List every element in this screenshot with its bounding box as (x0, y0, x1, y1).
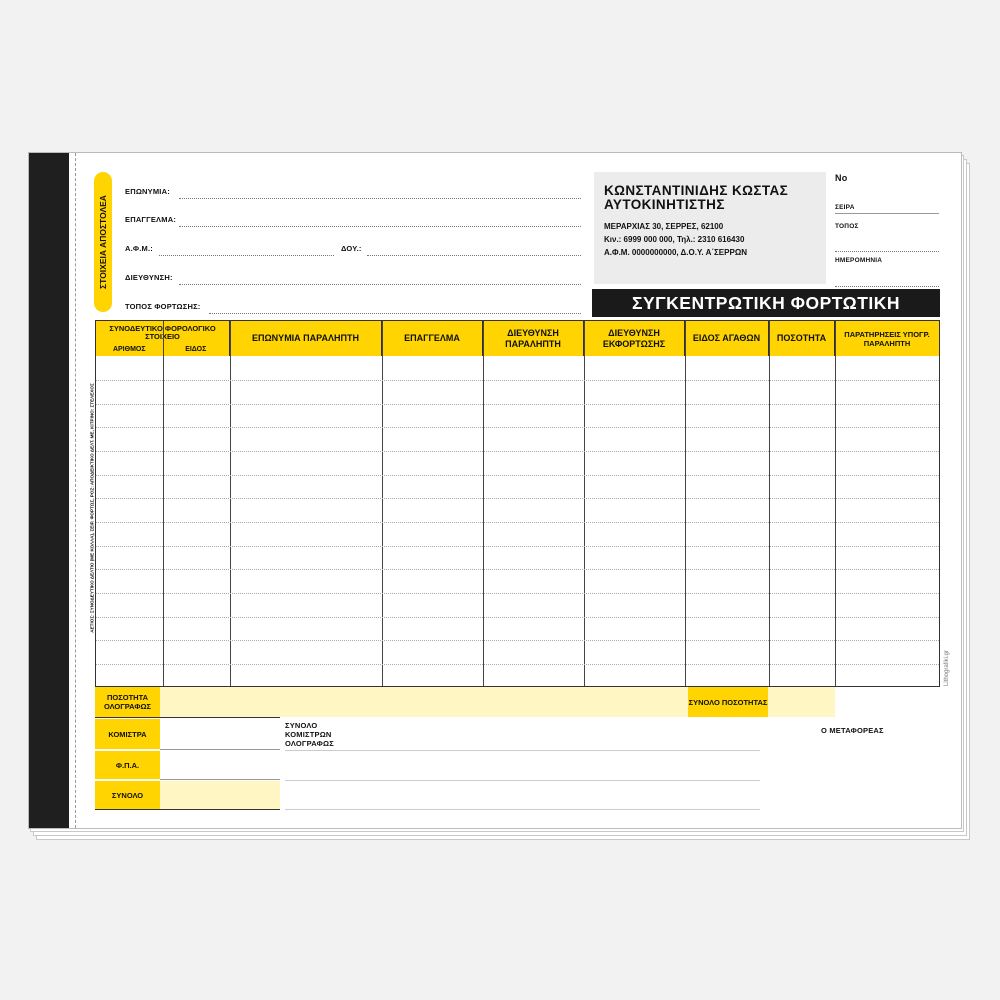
table-row[interactable] (96, 498, 939, 499)
table-row[interactable] (96, 640, 939, 641)
recipient-address-header: ΔΙΕΥΘΥΝΣΗ ΠΑΡΑΛΗΠΤΗ (483, 321, 584, 356)
table-row[interactable] (96, 569, 939, 570)
table-row[interactable] (96, 546, 939, 547)
table-row[interactable] (96, 427, 939, 428)
sender-profession-label: ΕΠΑΓΓΕΛΜΑ: (125, 215, 177, 224)
company-tax-id: Α.Φ.Μ. 0000000000, Δ.Ο.Υ. Α΄ΣΕΡΡΩΝ (604, 248, 748, 257)
fiscal-doc-type-header: ΕΙΔΟΣ (185, 345, 207, 353)
table-row[interactable] (96, 380, 939, 381)
date-label: ΗΜΕΡΟΜΗΝΙΑ (835, 257, 883, 264)
table-row[interactable] (96, 593, 939, 594)
fare-in-words-field[interactable] (285, 750, 760, 751)
fare-in-words-label: ΣΥΝΟΛΟ ΚΟΜΙΣΤΡΩΝ ΟΛΟΓΡΑΦΩΣ (285, 721, 334, 748)
perforation-line (75, 153, 76, 828)
document-title: ΣΥΓΚΕΝΤΡΩΤΙΚΗ ΦΟΡΤΩΤΙΚΗ (592, 289, 940, 317)
company-name: ΚΩΝΣΤΑΝΤΙΝΙΔΗΣ ΚΩΣΤΑΣ (604, 183, 789, 198)
copy-legend: ΑΕΤΙΟΣ: ΣΥΝΟΔΕΥΤΙΚΟ ΔΕΛΤΙΟ (ΜΕ ΚΟΛΛΑ), ΣΕΙΡ. ΦΟΡΤΩΣ, ΡΟΖ: ΑΠΟΔΕΙΚΤΙΚΟ ΔΕΛΤ. ΜΕ, ΚΙΤΡΙΝΟ: ΣΤΕΛΕΧΟΣ (89, 383, 95, 633)
quantity-in-words-label: ΠΟΣΟΤΗΤΑ ΟΛΟΓΡΑΦΩΣ (95, 687, 160, 717)
vat-field[interactable] (160, 779, 280, 780)
binding-strip (29, 153, 69, 828)
sender-doy-label: ΔΟΥ.: (341, 244, 362, 253)
sender-afm-field[interactable] (159, 255, 334, 256)
company-info-box (594, 172, 826, 284)
notes-header: ΠΑΡΑΤΗΡΗΣΕΙΣ ΥΠΟΓΡ. ΠΑΡΑΛΗΠΤΗ (835, 321, 939, 356)
profession-header: ΕΠΑΓΓΕΛΜΑ (382, 321, 483, 356)
table-row[interactable] (96, 404, 939, 405)
total-quantity-label: ΣΥΝΟΛΟ ΠΟΣΟΤΗΤΑΣ (688, 687, 768, 717)
fare-field[interactable] (160, 749, 280, 750)
table-row[interactable] (96, 451, 939, 452)
sender-address-label: ΔΙΕΥΘΥΝΣΗ: (125, 273, 173, 282)
sender-section-tab: ΣΤΟΙΧΕΙΑ ΑΠΟΣΤΟΛΕΑ (94, 172, 112, 312)
quantity-in-words-field[interactable] (160, 687, 688, 717)
table-row[interactable] (96, 475, 939, 476)
fiscal-doc-number-header: ΑΡΙΘΜΟΣ (112, 345, 146, 353)
total-field[interactable] (160, 781, 280, 809)
company-address: ΜΕΡΑΡΧΙΑΣ 30, ΣΕΡΡΕΣ, 62100 (604, 222, 724, 231)
vat-label: Φ.Π.Α. (95, 751, 160, 779)
quantity-header: ΠΟΣΟΤΗΤΑ (769, 321, 835, 356)
fare-label: ΚΟΜΙΣΤΡΑ (95, 719, 160, 749)
carrier-signature-label: Ο ΜΕΤΑΦΟΡΕΑΣ (821, 726, 884, 735)
recipient-name-header: ΕΠΩΝΥΜΙΑ ΠΑΡΑΛΗΠΤΗ (230, 321, 382, 356)
place-field[interactable] (835, 251, 939, 252)
sender-name-label: ΕΠΩΝΥΜΙΑ: (125, 187, 170, 196)
sender-profession-field[interactable] (179, 226, 581, 227)
goods-type-header: ΕΙΔΟΣ ΑΓΑΘΩΝ (685, 321, 769, 356)
total-label: ΣΥΝΟΛΟ (95, 781, 160, 809)
table-row[interactable] (96, 522, 939, 523)
total-quantity-field[interactable] (768, 687, 835, 717)
loading-place-label: ΤΟΠΟΣ ΦΟΡΤΩΣΗΣ: (125, 302, 201, 311)
unloading-address-header: ΔΙΕΥΘΥΝΣΗ ΕΚΦΟΡΤΩΣΗΣ (584, 321, 685, 356)
series-field[interactable] (835, 213, 939, 214)
company-profession: ΑΥΤΟΚΙΝΗΤΙΣΤΗΣ (604, 197, 725, 212)
place-label: ΤΟΠΟΣ (835, 223, 859, 230)
sender-address-field[interactable] (179, 284, 581, 285)
printer-credit: Lithografiki.gr (944, 649, 950, 687)
invoice-sheet (28, 152, 962, 829)
number-label: Νο (835, 173, 848, 183)
table-row[interactable] (96, 617, 939, 618)
loading-place-field[interactable] (209, 313, 581, 314)
date-field[interactable] (835, 286, 939, 287)
shipment-table (95, 320, 940, 687)
series-label: ΣΕΙΡΑ (835, 204, 855, 211)
sender-name-field[interactable] (179, 198, 581, 199)
sender-doy-field[interactable] (367, 255, 581, 256)
table-row[interactable] (96, 664, 939, 665)
sender-afm-label: Α.Φ.Μ.: (125, 244, 153, 253)
company-phones: Κιν.: 6999 000 000, Τηλ.: 2310 616430 (604, 235, 745, 244)
fiscal-document-header: ΣΥΝΟΔΕΥΤΙΚΟ ΦΟΡΟΛΟΓΙΚΟ ΣΤΟΙΧΕΙΟ ΑΡΙΘΜΟΣ ΕΙΔΟΣ (96, 321, 230, 356)
